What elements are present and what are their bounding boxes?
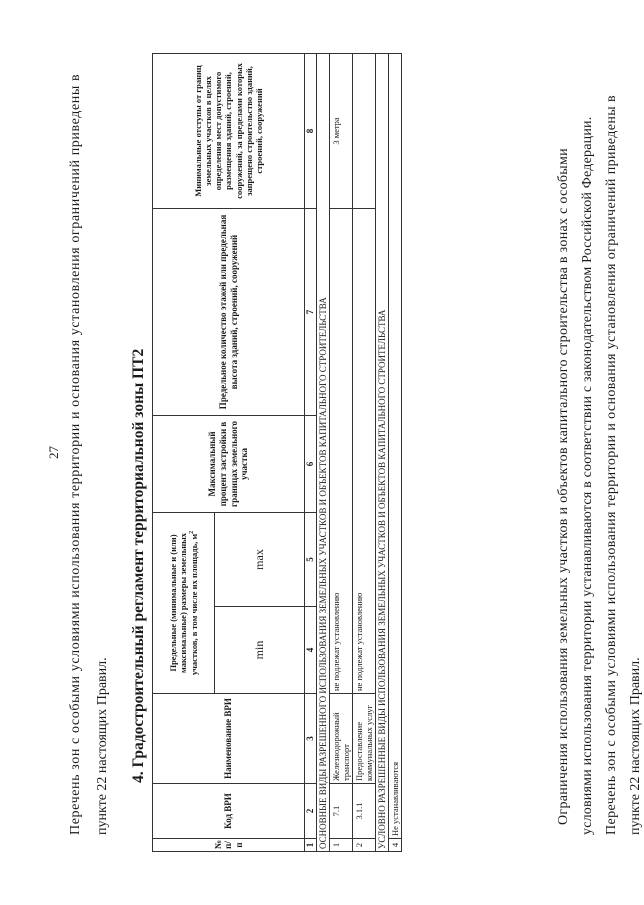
outro-paragraph-line-2: условиями использования территории устанавливаются в соответствии с законодательством Российской Федерации.	[580, 116, 595, 835]
column-number: 7	[305, 208, 317, 415]
row-code: 7.1	[330, 784, 353, 839]
row-code: 3.1.1	[353, 784, 376, 839]
group-main-label: ОСНОВНЫЕ ВИДЫ РАЗРЕШЕННОГО ИСПОЛЬЗОВАНИЯ ЗЕМЕЛЬНЫХ УЧАСТКОВ И ОБЪЕКТОВ КАПИТАЛЬНОГО СТРОИТЕЛЬСТВА	[317, 53, 330, 851]
group-row-main	[317, 53, 330, 851]
row-setback: 3 метра	[330, 53, 353, 208]
column-number: 5	[305, 512, 317, 606]
column-number: 6	[305, 415, 317, 512]
row-name: Железнодорожный транспорт	[330, 694, 353, 784]
column-number: 8	[305, 53, 317, 208]
group-row-conditional	[376, 53, 389, 851]
header-num: № п/п	[153, 839, 305, 852]
page-number: 27	[46, 446, 61, 459]
intro-paragraph-line-1: Перечень зон с особыми условиями использования территории и основания установления ограничений приведены в	[68, 73, 83, 835]
row-num: 4	[389, 839, 402, 852]
regulation-table	[152, 53, 402, 852]
row-name: Предоставление коммунальных услуг	[353, 694, 376, 784]
outro-paragraph-line-4: пункте 22 настоящих Правил.	[628, 657, 643, 835]
row-size-value: не подлежат установлению	[330, 208, 353, 693]
row-setback	[353, 53, 376, 208]
column-number: 2	[305, 784, 317, 839]
header-size	[153, 512, 215, 693]
group-conditional-label: УСЛОВНО РАЗРЕШЕННЫЕ ВИДЫ ИСПОЛЬЗОВАНИЯ ЗЕМЕЛЬНЫХ УЧАСТКОВ И ОБЪЕКТОВ КАПИТАЛЬНОГО СТРОИТЕЛЬСТВА	[376, 53, 389, 851]
row-num: 1	[330, 839, 353, 852]
header-percent: Максимальный процент застройки в границах земельного участка	[153, 415, 305, 512]
intro-paragraph-line-2: пункте 22 настоящих Правил.	[95, 657, 110, 835]
header-min: min	[215, 607, 305, 694]
header-name: Наименование ВРИ	[153, 694, 305, 784]
column-number: 3	[305, 694, 317, 784]
column-number: 1	[305, 839, 317, 852]
row-num: 2	[353, 839, 376, 852]
header-max: max	[215, 512, 305, 606]
row-size-value: не подлежат установлению	[353, 208, 376, 693]
header-size-sup: 2	[188, 530, 195, 534]
outro-paragraph-line-1: Ограничения использования земельных участков и объектов капитального строительства в зонах с особыми	[556, 148, 571, 825]
header-floors: Предельное количество этажей или предельная высота зданий, строений, сооружений	[153, 208, 305, 415]
outro-paragraph-line-3: Перечень зон с особыми условиями использования территории и основания установления ограничений приведены в	[604, 95, 619, 835]
row-text: Не устанавливаются	[389, 53, 402, 838]
column-number-row	[305, 53, 317, 851]
header-size-text: Предельные (минимальные и (или) максимальные) размеры земельных участков, в том числе их площадь, м	[168, 532, 199, 676]
header-setback: Минимальные отступы от границ земельных участков в целях определения мест допустимого размещения зданий, строений, сооружений, за пределами которых запрещено строительство зданий, строений, сооружений	[153, 53, 305, 208]
table-header-row	[153, 53, 215, 851]
table-row	[389, 53, 402, 851]
header-code: Код ВРИ	[153, 784, 305, 839]
column-number: 4	[305, 607, 317, 694]
section-title: 4. Градостроительный регламент территориальной зоны ПТ2	[130, 348, 147, 783]
table-row	[330, 53, 353, 851]
table-row	[353, 53, 376, 851]
